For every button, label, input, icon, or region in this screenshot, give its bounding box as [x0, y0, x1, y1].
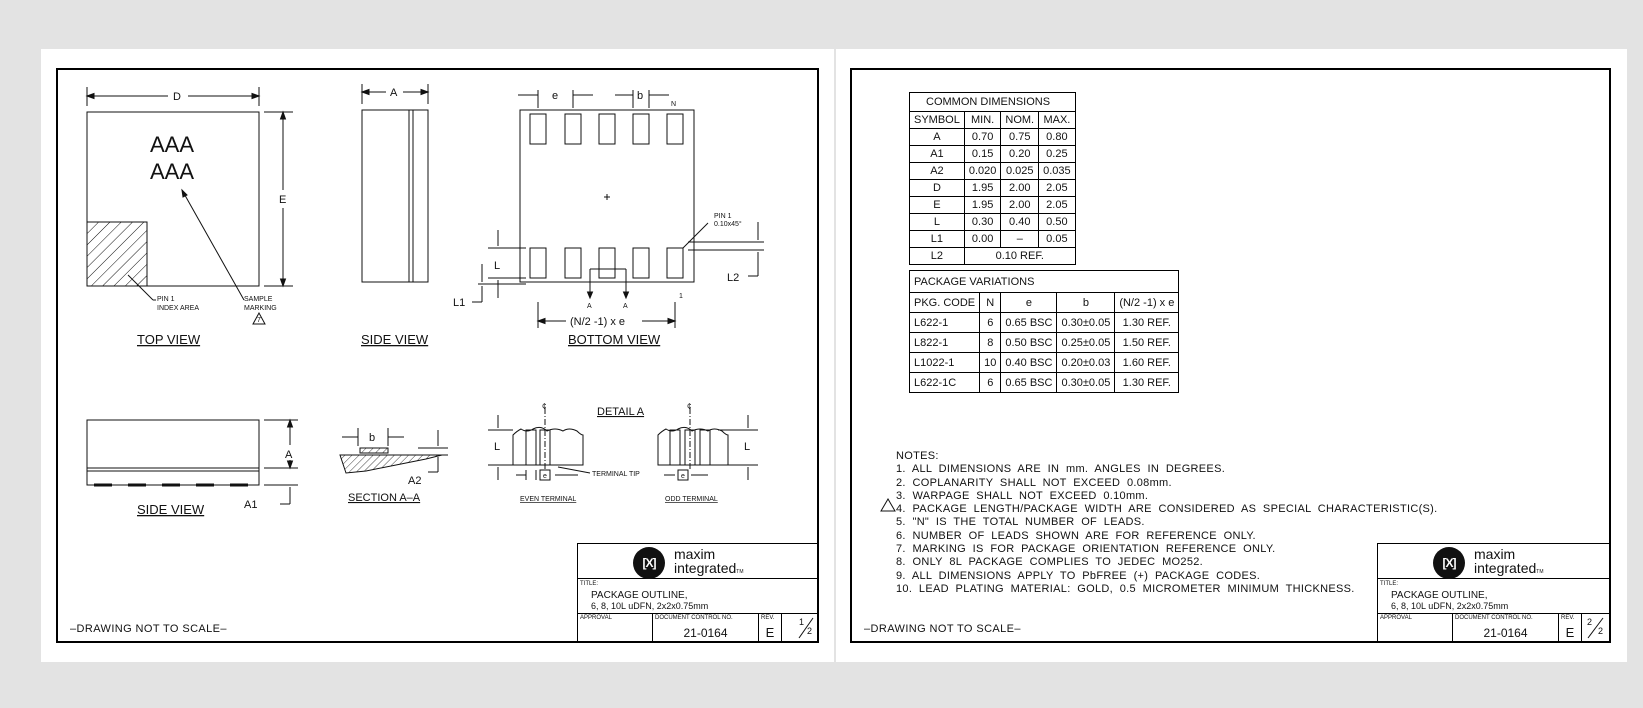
note-line: 3. WARPAGE SHALL NOT EXCEED 0.10mm. [896, 489, 1149, 502]
sample-marking-label-2: MARKING [244, 305, 277, 312]
section-dim-a2: A2 [408, 475, 422, 487]
column-header: MAX. [1039, 112, 1076, 129]
column-header: (N/2 -1) x e [1115, 293, 1179, 313]
brand-name-2 [1474, 547, 1544, 579]
drawing-frame-2 [850, 68, 1611, 643]
table-cell: 0.15 [964, 146, 1001, 163]
brand-tm: TM [736, 569, 744, 575]
dim-label-l: L [494, 260, 501, 272]
title-block [577, 543, 817, 641]
table-cell: 1.30 REF. [1115, 313, 1179, 333]
section-a-a [340, 428, 448, 504]
table-cell: 0.020 [964, 163, 1001, 180]
top-view [87, 87, 293, 347]
table-cell: 0.65 BSC [1001, 313, 1057, 333]
dim-label-a-lower: A [285, 449, 293, 461]
revision-cell [1559, 614, 1582, 641]
sheet-number: 1 [799, 617, 805, 627]
odd-terminal-caption: ODD TERMINAL [665, 496, 718, 503]
column-header: N [980, 293, 1001, 313]
detail-e-right: e [681, 473, 685, 480]
bottom-view-caption: BOTTOM VIEW [568, 332, 661, 347]
note-line: 5. "N" IS THE TOTAL NUMBER OF LEADS. [896, 516, 1145, 529]
approval-cell [578, 614, 653, 641]
table-cell: L622-1C [910, 373, 980, 393]
table-cell: 2.00 [1001, 197, 1039, 214]
table-cell: L822-1 [910, 333, 980, 353]
table-cell: 8 [980, 333, 1001, 353]
column-header: NOM. [1001, 112, 1039, 129]
title-line-1: PACKAGE OUTLINE, [1391, 590, 1488, 601]
side-view-caption: SIDE VIEW [361, 332, 429, 347]
title-block-2 [1377, 543, 1609, 641]
drawing-not-to-scale-note-2: –DRAWING NOT TO SCALE– [864, 623, 1021, 635]
package-variations-header-row [910, 293, 1179, 313]
title-cell [578, 579, 817, 614]
section-a-left-label: A [587, 303, 592, 310]
sample-marking-label: SAMPLE [244, 296, 273, 303]
table-cell: E [910, 197, 965, 214]
detail-a [488, 402, 758, 503]
title-block-bottom-row [578, 614, 817, 641]
package-variations-body [910, 313, 1179, 393]
section-a-right-label: A [623, 303, 628, 310]
table-cell: 0.05 [1039, 231, 1076, 248]
table-cell: 0.65 BSC [1001, 373, 1057, 393]
logo-area-2 [1378, 544, 1609, 579]
note-line: 4. PACKAGE LENGTH/PACKAGE WIDTH ARE CONSIDERED AS SPECIAL CHARACTERISTIC(S). [896, 503, 1438, 516]
section-dim-b: b [369, 432, 376, 444]
brand-line-1: maxim [1474, 546, 1516, 562]
table-cell: D [910, 180, 965, 197]
title-line-2: 6, 8, 10L uDFN, 2x2x0.75mm [591, 601, 709, 611]
dim-label-d: D [173, 91, 181, 103]
table-cell: L622-1 [910, 313, 980, 333]
table-cell: 6 [980, 313, 1001, 333]
title-cell-2 [1378, 579, 1609, 614]
brand-line-2: integrated [1474, 560, 1537, 576]
approval-label: APPROVAL [580, 615, 612, 621]
document-number: 21-0164 [1483, 626, 1528, 640]
common-dimensions-header-row [910, 112, 1076, 129]
note-line: 10. LEAD PLATING MATERIAL: GOLD, 0.5 MICROMETER MINIMUM THICKNESS. [896, 582, 1355, 595]
table-cell: 0.50 [1039, 214, 1076, 231]
note-line: 1. ALL DIMENSIONS ARE IN mm. ANGLES IN DEGREES. [896, 463, 1226, 476]
dim-label-l1: L1 [453, 297, 466, 309]
pitch-total-label: (N/2 -1) x e [570, 316, 626, 328]
marking-line-2: AAA [150, 159, 195, 184]
logo-area [578, 544, 817, 579]
terminal-tip-label: TERMINAL TIP [592, 471, 640, 478]
section-caption: SECTION A–A [348, 492, 421, 504]
pin1-index-label: PIN 1 [157, 296, 175, 303]
title-label: TITLE: [580, 581, 599, 587]
column-header: e [1001, 293, 1057, 313]
title-block-bottom-row-2 [1378, 614, 1609, 641]
table-cell: A [910, 129, 965, 146]
document-number: 21-0164 [683, 626, 728, 640]
table-cell: L [910, 214, 965, 231]
table-cell: L2 [910, 248, 965, 265]
table-cell: 10 [980, 353, 1001, 373]
note-line: 7. MARKING IS FOR PACKAGE ORIENTATION REFERENCE ONLY. [896, 543, 1276, 556]
table-cell: 1.30 REF. [1115, 373, 1179, 393]
revision-label: REV. [761, 615, 775, 621]
title-line-1: PACKAGE OUTLINE, [591, 590, 688, 601]
pin-1-label: 1 [679, 293, 683, 300]
document-control-cell [1453, 614, 1559, 641]
approval-label: APPROVAL [1380, 615, 1412, 621]
brand-line-1: maxim [674, 546, 716, 562]
title-label: TITLE: [1380, 581, 1399, 587]
table-cell: 1.60 REF. [1115, 353, 1179, 373]
even-terminal-caption: EVEN TERMINAL [520, 496, 577, 503]
table-cell: 0.20 [1001, 146, 1039, 163]
table-row [910, 231, 1076, 248]
table-row [910, 163, 1076, 180]
table-cell: 0.70 [964, 129, 1001, 146]
note-line: 9. ALL DIMENSIONS APPLY TO PbFREE (+) PACKAGE CODES. [896, 569, 1261, 582]
drawing-sheet-1 [41, 49, 834, 662]
brand-line-2: integrated [674, 560, 737, 576]
note-line: 8. ONLY 8L PACKAGE COMPLIES TO JEDEC MO252. [896, 556, 1204, 569]
table-cell: 0.80 [1039, 129, 1076, 146]
table-cell: L1022-1 [910, 353, 980, 373]
table-cell: 2.00 [1001, 180, 1039, 197]
brand-tm: TM [1536, 569, 1544, 575]
sheet-total: 2 [1598, 626, 1604, 636]
brand-name [674, 547, 744, 579]
pin-n-label: N [671, 101, 677, 108]
table-cell: A1 [910, 146, 965, 163]
detail-dim-l-right: L [744, 441, 751, 453]
table-cell: A2 [910, 163, 965, 180]
detail-dim-l-left: L [494, 441, 501, 453]
package-variations-table [909, 270, 1179, 393]
side-view-lower-caption: SIDE VIEW [137, 502, 205, 517]
table-cell: 0.50 BSC [1001, 333, 1057, 353]
table-cell: 0.40 BSC [1001, 353, 1057, 373]
table-cell: 2.05 [1039, 180, 1076, 197]
drawing-not-to-scale-note: –DRAWING NOT TO SCALE– [70, 623, 227, 635]
marking-line-1: AAA [150, 132, 195, 157]
pin1-chamfer-label-2: 0.10x45° [714, 221, 742, 228]
column-header: b [1057, 293, 1115, 313]
sheet-number: 2 [1587, 617, 1593, 627]
table-row [910, 248, 1076, 265]
note-line: 2. COPLANARITY SHALL NOT EXCEED 0.08mm. [896, 476, 1172, 489]
table-cell: 0.00 [964, 231, 1001, 248]
drawing-sheet-2 [836, 49, 1627, 662]
table-cell: 0.75 [1001, 129, 1039, 146]
table-cell: 0.025 [1001, 163, 1039, 180]
revision-cell [759, 614, 782, 641]
revision-value: E [765, 625, 775, 640]
table-cell: 0.30 [964, 214, 1001, 231]
common-dimensions-table [909, 92, 1076, 265]
dim-label-e: E [279, 194, 287, 206]
document-control-label: DOCUMENT CONTROL NO. [1455, 615, 1533, 621]
table-row [910, 214, 1076, 231]
dim-label-pitch-e: e [552, 90, 559, 102]
dim-label-a: A [390, 87, 398, 99]
table-row [910, 333, 1179, 353]
note-7-flag-icon [880, 498, 896, 512]
table-row [910, 146, 1076, 163]
table-cell: 0.25 [1039, 146, 1076, 163]
drawing-frame [56, 68, 819, 643]
detail-e-left: e [543, 473, 547, 480]
notes-block [896, 450, 1438, 596]
revision-value: E [1565, 625, 1575, 640]
common-dimensions-body [910, 129, 1076, 248]
column-header: MIN. [964, 112, 1001, 129]
table-cell: 1.50 REF. [1115, 333, 1179, 353]
table-cell: 0.20±0.03 [1057, 353, 1115, 373]
maxim-logo-icon: [X] [633, 547, 665, 579]
title-line-2: 6, 8, 10L uDFN, 2x2x0.75mm [1391, 601, 1509, 611]
dim-label-l2: L2 [727, 272, 740, 284]
table-cell: 1.95 [964, 180, 1001, 197]
table-row [910, 373, 1179, 393]
top-view-caption: TOP VIEW [137, 332, 201, 347]
maxim-logo-icon: [X] [1433, 547, 1465, 579]
note-flag-7: 7 [257, 317, 261, 324]
approval-cell [1378, 614, 1453, 641]
table-cell: L1 [910, 231, 965, 248]
table-row [910, 197, 1076, 214]
dim-label-b: b [637, 90, 644, 102]
table-row [910, 180, 1076, 197]
pin1-chamfer-label: PIN 1 [714, 213, 732, 220]
pin1-index-label-2: INDEX AREA [157, 305, 200, 312]
sheet-number-cell [795, 614, 817, 641]
side-view-lower [87, 420, 298, 517]
table-cell: 0.40 [1001, 214, 1039, 231]
column-header: PKG. CODE [910, 293, 980, 313]
sheet-total: 2 [807, 626, 813, 636]
detail-a-title: DETAIL A [597, 406, 645, 418]
column-header: SYMBOL [910, 112, 965, 129]
centerline-symbol-left: ¢ [542, 402, 547, 411]
side-view-upper [361, 84, 429, 347]
table-cell: 0.10 REF. [964, 248, 1075, 265]
package-variations-title: PACKAGE VARIATIONS [910, 271, 1179, 293]
revision-label: REV. [1561, 615, 1575, 621]
table-cell: 0.035 [1039, 163, 1076, 180]
document-control-cell [653, 614, 759, 641]
centerline-symbol-right: ¢ [687, 402, 692, 411]
table-cell: 0.30±0.05 [1057, 313, 1115, 333]
bottom-view [453, 90, 764, 347]
sheet-number-cell [1583, 614, 1609, 641]
dim-label-a1: A1 [244, 499, 258, 511]
table-cell: 1.95 [964, 197, 1001, 214]
table-cell: – [1001, 231, 1039, 248]
table-row [910, 313, 1179, 333]
table-cell: 0.30±0.05 [1057, 373, 1115, 393]
table-cell: 0.25±0.05 [1057, 333, 1115, 353]
notes-heading: NOTES: [896, 450, 939, 462]
table-row [910, 129, 1076, 146]
table-cell: 2.05 [1039, 197, 1076, 214]
document-control-label: DOCUMENT CONTROL NO. [655, 615, 733, 621]
common-dimensions-title: COMMON DIMENSIONS [910, 93, 1076, 112]
note-line: 6. NUMBER OF LEADS SHOWN ARE FOR REFERENCE ONLY. [896, 529, 1256, 542]
table-row [910, 353, 1179, 373]
table-cell: 6 [980, 373, 1001, 393]
